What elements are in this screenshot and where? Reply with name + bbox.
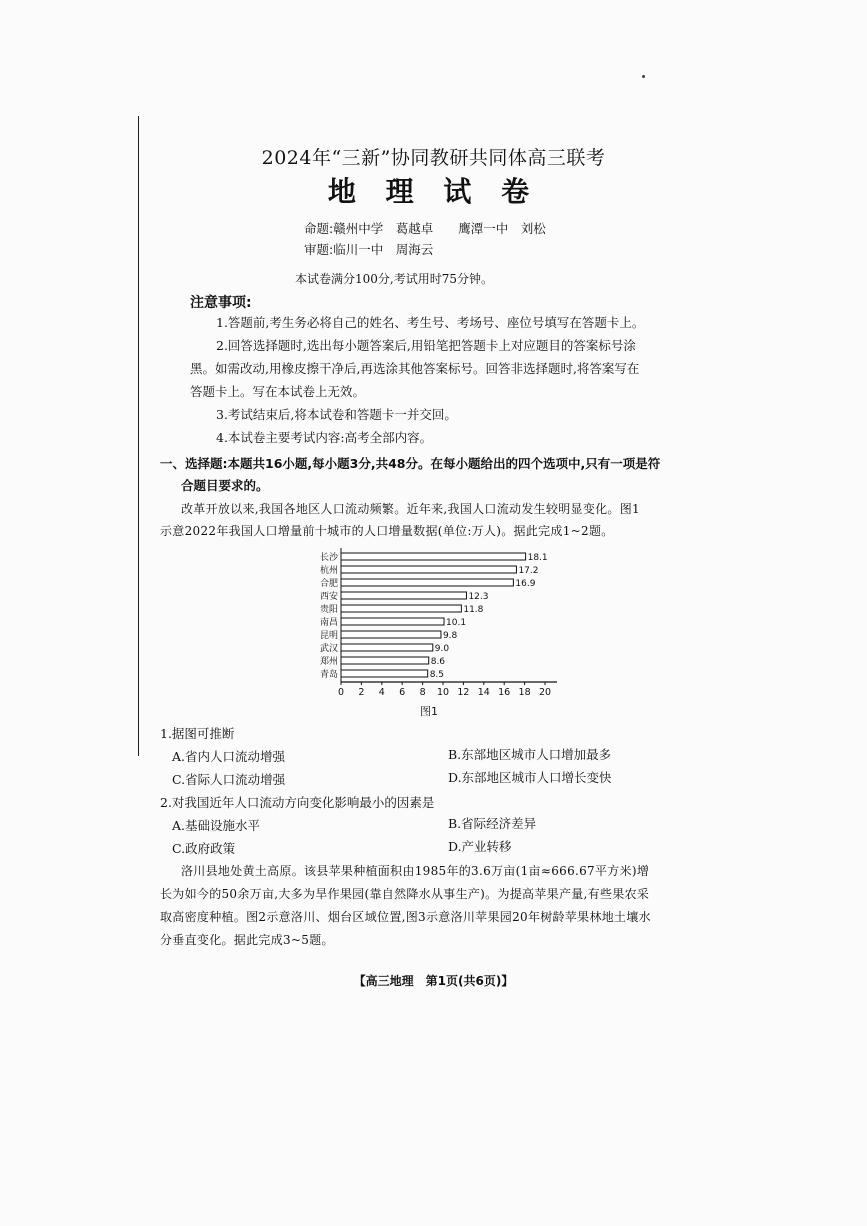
bar xyxy=(341,592,466,599)
chart-layer xyxy=(320,548,557,698)
section-heading-line1: 一、选择题:本题共16小题,每小题3分,共48分。在每小题给出的四个选项中,只有一项是符 xyxy=(160,456,661,471)
question-1-option-d: D.东部地区城市人口增长变快 xyxy=(448,770,612,785)
section-heading-line2: 合题目要求的。 xyxy=(181,478,269,493)
question-2-stem: 2.对我国近年人口流动方向变化影响最小的因素是 xyxy=(160,795,435,810)
reviewer-label: 审题: xyxy=(304,242,334,257)
category-label: 青岛 xyxy=(319,670,338,680)
question-2-option-c: C.政府政策 xyxy=(172,841,236,856)
x-tick-label: 14 xyxy=(477,687,490,698)
bar xyxy=(341,579,513,586)
reviewer: 临川一中 周海云 xyxy=(333,242,434,257)
x-tick-label: 18 xyxy=(518,687,531,698)
category-label: 昆明 xyxy=(319,631,338,641)
bar xyxy=(341,605,461,612)
exam-note: 本试卷满分100分,考试用时75分钟。 xyxy=(295,272,493,286)
value-label: 10.1 xyxy=(446,618,467,628)
question-2-option-a: A.基础设施水平 xyxy=(172,818,261,833)
x-tick-label: 6 xyxy=(399,687,406,698)
notice-item: 3.考试结束后,将本试卷和答题卡一并交回。 xyxy=(216,407,457,422)
intro1-line: 改革开放以来,我国各地区人口流动频繁。近年来,我国人口流动发生较明显变化。图1 xyxy=(181,502,640,516)
category-label: 郑州 xyxy=(319,657,338,667)
x-tick-label: 20 xyxy=(538,687,552,698)
notice-heading: 注意事项: xyxy=(190,295,252,311)
category-label: 长沙 xyxy=(319,553,338,563)
x-tick-label: 12 xyxy=(457,687,470,698)
value-label: 11.8 xyxy=(463,605,484,615)
bar xyxy=(341,644,433,651)
bar xyxy=(341,657,429,664)
category-label: 南昌 xyxy=(319,618,338,628)
intro2-line: 取高密度种植。图2示意洛川、烟台区域位置,图3示意洛川苹果园20年树龄苹果林地土壤水 xyxy=(160,910,651,924)
question-1-stem: 1.据图可推断 xyxy=(160,726,235,741)
intro1-line: 示意2022年我国人口增量前十城市的人口增量数据(单位:万人)。据此完成1~2题。 xyxy=(160,524,614,538)
value-label: 8.6 xyxy=(430,657,446,667)
notice-item: 2.回答选择题时,选出每小题答案后,用铅笔把答题卡上对应题目的答案标号涂 xyxy=(216,338,636,353)
category-label: 西安 xyxy=(319,592,338,602)
reviewer-line xyxy=(304,240,433,258)
category-label: 杭州 xyxy=(319,566,338,576)
x-tick-label: 4 xyxy=(378,687,385,698)
value-label: 12.3 xyxy=(468,592,489,602)
value-label: 18.1 xyxy=(527,553,548,563)
x-tick-label: 8 xyxy=(419,687,426,698)
intro2-line: 洛川县地处黄土高原。该县苹果种植面积由1985年的3.6万亩(1亩≈666.67平方米)增 xyxy=(181,864,650,878)
notice-item: 答题卡上。写在本试卷上无效。 xyxy=(190,384,366,399)
question-1-option-c: C.省际人口流动增强 xyxy=(172,772,286,787)
value-label: 17.2 xyxy=(518,566,539,576)
setter-label: 命题: xyxy=(304,221,334,236)
category-label: 合肥 xyxy=(319,579,338,589)
value-label: 8.5 xyxy=(429,670,445,680)
x-tick-label: 2 xyxy=(358,687,365,698)
page-footer: 【高三地理 第1页(共6页)】 xyxy=(353,974,514,988)
population-bar-chart xyxy=(300,545,570,705)
scan-speck xyxy=(642,75,645,78)
notice-item: 1.答题前,考生务必将自己的姓名、考生号、考场号、座位号填写在答题卡上。 xyxy=(216,315,645,330)
question-1-option-a: A.省内人口流动增强 xyxy=(172,749,286,764)
value-label: 9.8 xyxy=(442,631,458,641)
bar xyxy=(341,631,441,638)
question-2-option-d: D.产业转移 xyxy=(448,839,512,854)
x-tick-label: 0 xyxy=(337,687,345,698)
binding-margin-line xyxy=(138,116,139,756)
subject-title: 地 理 试 卷 xyxy=(327,175,540,208)
bar xyxy=(341,670,428,677)
notice-item: 4.本试卷主要考试内容:高考全部内容。 xyxy=(216,430,433,445)
category-label: 武汉 xyxy=(319,644,338,654)
value-label: 16.9 xyxy=(515,579,536,589)
setter-line xyxy=(304,219,546,237)
intro2-line: 长为如今的50余万亩,大多为旱作果园(靠自然降水从事生产)。为提高苹果产量,有些果农采 xyxy=(160,887,650,901)
bar xyxy=(341,566,516,573)
question-2-option-b: B.省际经济差异 xyxy=(448,816,537,831)
intro2-line: 分垂直变化。据此完成3~5题。 xyxy=(160,933,334,947)
value-label: 9.0 xyxy=(434,644,450,654)
notice-item: 黑。如需改动,用橡皮擦干净后,再选涂其他答案标号。回答非选择题时,将答案写在 xyxy=(190,361,640,376)
question-1-option-b: B.东部地区城市人口增加最多 xyxy=(448,747,612,762)
x-tick-label: 16 xyxy=(498,687,511,698)
x-tick-label: 10 xyxy=(436,687,450,698)
category-label: 贵阳 xyxy=(319,605,338,615)
exam-title: 2024年“三新”协同教研共同体高三联考 xyxy=(261,147,606,169)
bar xyxy=(341,618,444,625)
bar xyxy=(341,553,526,560)
chart-caption: 图1 xyxy=(420,705,438,718)
setters: 赣州中学 葛越卓 鹰潭一中 刘松 xyxy=(333,221,546,236)
